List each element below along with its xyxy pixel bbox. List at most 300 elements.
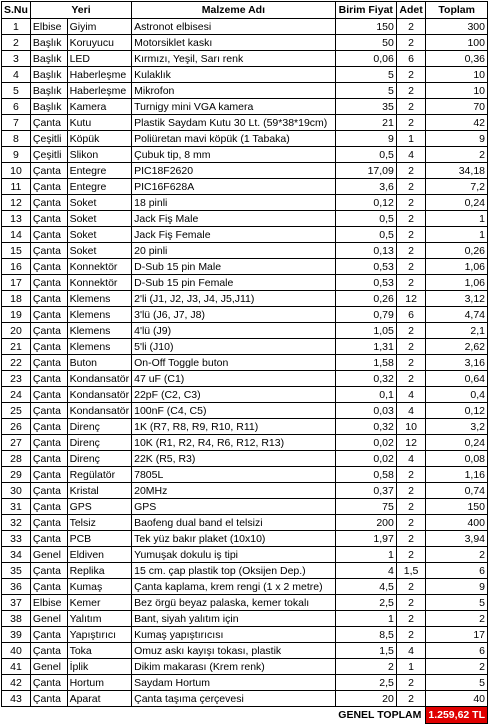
row-category: Giyim: [67, 19, 132, 35]
row-number: 17: [2, 275, 31, 291]
row-category: Replika: [67, 563, 132, 579]
row-total: 0,24: [426, 435, 488, 451]
row-location: Elbise: [30, 19, 67, 35]
row-category: Klemens: [67, 307, 132, 323]
row-unit-price: 0,5: [335, 227, 396, 243]
row-number: 4: [2, 67, 31, 83]
row-category: Klemens: [67, 339, 132, 355]
row-category: Hortum: [67, 675, 132, 691]
row-total: 2: [426, 147, 488, 163]
footer-row: [2, 707, 488, 724]
row-location: Başlık: [30, 99, 67, 115]
grand-total-value: 1.259,62 TL: [426, 707, 488, 724]
row-material: 22pF (C2, C3): [132, 387, 336, 403]
row-category: Eldiven: [67, 547, 132, 563]
table-row: [2, 563, 488, 579]
row-quantity: 2: [396, 691, 425, 707]
row-quantity: 2: [396, 83, 425, 99]
row-quantity: 2: [396, 323, 425, 339]
row-unit-price: 0,53: [335, 259, 396, 275]
table-row: [2, 499, 488, 515]
row-material: Jack Fiş Male: [132, 211, 336, 227]
row-unit-price: 2: [335, 659, 396, 675]
row-unit-price: 0,02: [335, 451, 396, 467]
row-location: Başlık: [30, 51, 67, 67]
row-total: 1,06: [426, 259, 488, 275]
row-location: Çanta: [30, 307, 67, 323]
table-row: [2, 115, 488, 131]
row-quantity: 2: [396, 19, 425, 35]
row-location: Başlık: [30, 67, 67, 83]
row-unit-price: 20: [335, 691, 396, 707]
row-unit-price: 0,79: [335, 307, 396, 323]
row-number: 11: [2, 179, 31, 195]
row-location: Çanta: [30, 115, 67, 131]
table-row: [2, 195, 488, 211]
table-row: [2, 531, 488, 547]
row-number: 39: [2, 627, 31, 643]
row-number: 24: [2, 387, 31, 403]
table-row: [2, 611, 488, 627]
row-total: 17: [426, 627, 488, 643]
row-total: 0,36: [426, 51, 488, 67]
row-material: PIC18F2620: [132, 163, 336, 179]
row-total: 150: [426, 499, 488, 515]
row-location: Çanta: [30, 291, 67, 307]
row-material: Dikim makarası (Krem renk): [132, 659, 336, 675]
table-row: [2, 643, 488, 659]
row-quantity: 2: [396, 179, 425, 195]
row-unit-price: 5: [335, 83, 396, 99]
row-material: 1K (R7, R8, R9, R10, R11): [132, 419, 336, 435]
row-total: 0,12: [426, 403, 488, 419]
table-row: [2, 323, 488, 339]
row-total: 10: [426, 67, 488, 83]
row-total: 3,16: [426, 355, 488, 371]
row-material: Çanta taşıma çerçevesi: [132, 691, 336, 707]
row-location: Çanta: [30, 579, 67, 595]
table-row: [2, 355, 488, 371]
row-number: 33: [2, 531, 31, 547]
row-total: 4,74: [426, 307, 488, 323]
row-category: Kondansatör: [67, 371, 132, 387]
row-category: Kondansatör: [67, 387, 132, 403]
row-total: 3,94: [426, 531, 488, 547]
row-location: Başlık: [30, 35, 67, 51]
table-row: [2, 387, 488, 403]
row-material: 4'lü (J9): [132, 323, 336, 339]
row-number: 13: [2, 211, 31, 227]
row-number: 22: [2, 355, 31, 371]
row-category: Köpük: [67, 131, 132, 147]
row-location: Genel: [30, 659, 67, 675]
row-material: D-Sub 15 pin Male: [132, 259, 336, 275]
table-row: [2, 435, 488, 451]
row-number: 2: [2, 35, 31, 51]
row-unit-price: 0,37: [335, 483, 396, 499]
table-row: [2, 83, 488, 99]
row-unit-price: 0,5: [335, 211, 396, 227]
row-unit-price: 0,26: [335, 291, 396, 307]
table-row: [2, 179, 488, 195]
row-location: Çanta: [30, 643, 67, 659]
row-category: Direnç: [67, 435, 132, 451]
table-row: [2, 35, 488, 51]
row-unit-price: 9: [335, 131, 396, 147]
row-unit-price: 1,31: [335, 339, 396, 355]
row-location: Çanta: [30, 483, 67, 499]
row-number: 15: [2, 243, 31, 259]
row-material: Poliüretan mavi köpük (1 Tabaka): [132, 131, 336, 147]
row-unit-price: 2,5: [335, 675, 396, 691]
row-location: Çeşitli: [30, 131, 67, 147]
row-material: Plastik Saydam Kutu 30 Lt. (59*38*19cm): [132, 115, 336, 131]
grand-total-label: GENEL TOPLAM: [338, 709, 422, 722]
row-total: 3,12: [426, 291, 488, 307]
row-material: 22K (R5, R3): [132, 451, 336, 467]
row-category: Haberleşme: [67, 67, 132, 83]
row-location: Çanta: [30, 403, 67, 419]
row-category: Konnektör: [67, 275, 132, 291]
row-location: Elbise: [30, 595, 67, 611]
row-unit-price: 75: [335, 499, 396, 515]
row-quantity: 2: [396, 499, 425, 515]
row-location: Başlık: [30, 83, 67, 99]
row-number: 37: [2, 595, 31, 611]
table-row: [2, 67, 488, 83]
row-material: 7805L: [132, 467, 336, 483]
row-number: 8: [2, 131, 31, 147]
row-total: 0,24: [426, 195, 488, 211]
row-unit-price: 200: [335, 515, 396, 531]
row-total: 0,08: [426, 451, 488, 467]
row-category: Soket: [67, 195, 132, 211]
row-total: 9: [426, 131, 488, 147]
table-row: [2, 339, 488, 355]
row-category: Klemens: [67, 323, 132, 339]
row-category: Kamera: [67, 99, 132, 115]
row-unit-price: 1,05: [335, 323, 396, 339]
row-number: 36: [2, 579, 31, 595]
row-number: 21: [2, 339, 31, 355]
row-material: Turnigy mini VGA kamera: [132, 99, 336, 115]
row-quantity: 4: [396, 403, 425, 419]
table-row: [2, 675, 488, 691]
row-category: Direnç: [67, 451, 132, 467]
row-unit-price: 1,58: [335, 355, 396, 371]
row-unit-price: 35: [335, 99, 396, 115]
row-unit-price: 5: [335, 67, 396, 83]
row-number: 31: [2, 499, 31, 515]
row-total: 2,62: [426, 339, 488, 355]
row-location: Çanta: [30, 339, 67, 355]
table-row: [2, 371, 488, 387]
row-category: İplik: [67, 659, 132, 675]
row-number: 3: [2, 51, 31, 67]
row-location: Çanta: [30, 259, 67, 275]
row-total: 0,26: [426, 243, 488, 259]
row-total: 5: [426, 675, 488, 691]
table-row: [2, 275, 488, 291]
row-material: Omuz askı kayışı tokası, plastik: [132, 643, 336, 659]
header-unit-price: Birim Fiyat: [335, 2, 396, 19]
row-number: 41: [2, 659, 31, 675]
table-row: [2, 419, 488, 435]
row-quantity: 2: [396, 115, 425, 131]
row-material: Mikrofon: [132, 83, 336, 99]
row-quantity: 2: [396, 227, 425, 243]
row-total: 0,64: [426, 371, 488, 387]
row-category: Soket: [67, 243, 132, 259]
row-quantity: 2: [396, 195, 425, 211]
row-material: 20 pinli: [132, 243, 336, 259]
row-total: 1,06: [426, 275, 488, 291]
table-row: [2, 243, 488, 259]
row-quantity: 2: [396, 627, 425, 643]
row-location: Çanta: [30, 627, 67, 643]
row-number: 43: [2, 691, 31, 707]
row-material: Çanta kaplama, krem rengi (1 x 2 metre): [132, 579, 336, 595]
row-material: 3'lü (J6, J7, J8): [132, 307, 336, 323]
row-total: 2,1: [426, 323, 488, 339]
row-unit-price: 8,5: [335, 627, 396, 643]
row-category: Direnç: [67, 419, 132, 435]
row-category: Buton: [67, 355, 132, 371]
row-quantity: 4: [396, 643, 425, 659]
row-total: 2: [426, 547, 488, 563]
row-number: 10: [2, 163, 31, 179]
row-location: Çanta: [30, 675, 67, 691]
row-location: Çanta: [30, 227, 67, 243]
header-quantity: Adet: [396, 2, 425, 19]
row-quantity: 6: [396, 307, 425, 323]
row-material: 10K (R1, R2, R4, R6, R12, R13): [132, 435, 336, 451]
row-quantity: 2: [396, 67, 425, 83]
table-row: [2, 147, 488, 163]
row-quantity: 4: [396, 387, 425, 403]
row-category: Kemer: [67, 595, 132, 611]
row-material: PIC16F628A: [132, 179, 336, 195]
row-category: Yapıştırıcı: [67, 627, 132, 643]
row-material: Bez örgü beyaz palaska, kemer tokalı: [132, 595, 336, 611]
row-unit-price: 4,5: [335, 579, 396, 595]
row-number: 19: [2, 307, 31, 323]
row-total: 34,18: [426, 163, 488, 179]
row-location: Çanta: [30, 451, 67, 467]
table-row: [2, 659, 488, 675]
row-quantity: 2: [396, 515, 425, 531]
row-unit-price: 1: [335, 547, 396, 563]
row-number: 32: [2, 515, 31, 531]
row-category: Telsiz: [67, 515, 132, 531]
table-row: [2, 19, 488, 35]
row-quantity: 10: [396, 419, 425, 435]
row-number: 9: [2, 147, 31, 163]
row-category: Kutu: [67, 115, 132, 131]
row-category: Slikon: [67, 147, 132, 163]
row-total: 9: [426, 579, 488, 595]
row-total: 6: [426, 563, 488, 579]
row-unit-price: 0,1: [335, 387, 396, 403]
table-row: [2, 483, 488, 499]
row-location: Çanta: [30, 435, 67, 451]
row-total: 1: [426, 227, 488, 243]
row-quantity: 2: [396, 483, 425, 499]
row-quantity: 2: [396, 275, 425, 291]
row-total: 70: [426, 99, 488, 115]
row-number: 30: [2, 483, 31, 499]
row-number: 23: [2, 371, 31, 387]
table-row: [2, 595, 488, 611]
row-quantity: 4: [396, 147, 425, 163]
row-material: 5'li (J10): [132, 339, 336, 355]
row-category: Entegre: [67, 163, 132, 179]
row-unit-price: 1,97: [335, 531, 396, 547]
row-category: PCB: [67, 531, 132, 547]
row-location: Genel: [30, 547, 67, 563]
row-quantity: 2: [396, 211, 425, 227]
row-unit-price: 21: [335, 115, 396, 131]
table-row: [2, 451, 488, 467]
row-number: 27: [2, 435, 31, 451]
row-category: Regülatör: [67, 467, 132, 483]
row-location: Çanta: [30, 163, 67, 179]
row-quantity: 2: [396, 355, 425, 371]
row-quantity: 2: [396, 467, 425, 483]
row-number: 16: [2, 259, 31, 275]
table-row: [2, 691, 488, 707]
header-sn: S.Nu: [2, 2, 31, 19]
row-quantity: 2: [396, 579, 425, 595]
row-material: 15 cm. çap plastik top (Oksijen Dep.): [132, 563, 336, 579]
row-unit-price: 0,53: [335, 275, 396, 291]
row-category: Konnektör: [67, 259, 132, 275]
row-location: Çanta: [30, 563, 67, 579]
row-location: Çanta: [30, 387, 67, 403]
row-category: Kondansatör: [67, 403, 132, 419]
row-number: 20: [2, 323, 31, 339]
row-material: Bant, siyah yalıtım için: [132, 611, 336, 627]
row-category: Kumaş: [67, 579, 132, 595]
row-unit-price: 0,32: [335, 419, 396, 435]
row-location: Çanta: [30, 419, 67, 435]
row-unit-price: 50: [335, 35, 396, 51]
row-location: Çanta: [30, 211, 67, 227]
row-material: Jack Fiş Female: [132, 227, 336, 243]
row-category: Klemens: [67, 291, 132, 307]
row-unit-price: 150: [335, 19, 396, 35]
row-material: Saydam Hortum: [132, 675, 336, 691]
row-location: Çanta: [30, 355, 67, 371]
row-material: Çubuk tip, 8 mm: [132, 147, 336, 163]
row-material: On-Off Toggle buton: [132, 355, 336, 371]
row-quantity: 2: [396, 611, 425, 627]
row-total: 7,2: [426, 179, 488, 195]
header-material-name: Malzeme Adı: [132, 2, 336, 19]
row-number: 6: [2, 99, 31, 115]
row-category: Toka: [67, 643, 132, 659]
row-material: 20MHz: [132, 483, 336, 499]
row-unit-price: 0,32: [335, 371, 396, 387]
row-unit-price: 0,02: [335, 435, 396, 451]
row-quantity: 2: [396, 243, 425, 259]
row-quantity: 4: [396, 451, 425, 467]
table-row: [2, 627, 488, 643]
row-material: 2'li (J1, J2, J3, J4, J5,J11): [132, 291, 336, 307]
row-material: Kırmızı, Yeşil, Sarı renk: [132, 51, 336, 67]
table-row: [2, 579, 488, 595]
row-total: 1,16: [426, 467, 488, 483]
table-row: [2, 307, 488, 323]
row-total: 0,4: [426, 387, 488, 403]
row-unit-price: 2,5: [335, 595, 396, 611]
row-total: 400: [426, 515, 488, 531]
row-number: 26: [2, 419, 31, 435]
row-number: 40: [2, 643, 31, 659]
row-quantity: 1,5: [396, 563, 425, 579]
row-location: Çeşitli: [30, 147, 67, 163]
row-category: Yalıtım: [67, 611, 132, 627]
row-number: 42: [2, 675, 31, 691]
row-location: Çanta: [30, 691, 67, 707]
row-quantity: 2: [396, 35, 425, 51]
row-quantity: 2: [396, 259, 425, 275]
table-row: [2, 51, 488, 67]
row-total: 10: [426, 83, 488, 99]
row-unit-price: 0,12: [335, 195, 396, 211]
materials-table: [1, 1, 488, 724]
row-material: 18 pinli: [132, 195, 336, 211]
row-category: Aparat: [67, 691, 132, 707]
row-number: 12: [2, 195, 31, 211]
header-row: [2, 2, 488, 19]
row-quantity: 2: [396, 163, 425, 179]
row-unit-price: 1,5: [335, 643, 396, 659]
row-number: 28: [2, 451, 31, 467]
row-material: GPS: [132, 499, 336, 515]
row-location: Çanta: [30, 243, 67, 259]
row-number: 1: [2, 19, 31, 35]
table-row: [2, 227, 488, 243]
row-total: 2: [426, 611, 488, 627]
row-material: Kulaklık: [132, 67, 336, 83]
table-row: [2, 403, 488, 419]
row-unit-price: 0,58: [335, 467, 396, 483]
table-body: [2, 19, 488, 707]
row-location: Çanta: [30, 499, 67, 515]
row-category: Kristal: [67, 483, 132, 499]
row-total: 40: [426, 691, 488, 707]
row-quantity: 12: [396, 435, 425, 451]
row-material: Astronot elbisesi: [132, 19, 336, 35]
row-unit-price: 0,03: [335, 403, 396, 419]
table-row: [2, 163, 488, 179]
row-unit-price: 1: [335, 611, 396, 627]
row-unit-price: 17,09: [335, 163, 396, 179]
row-quantity: 1: [396, 659, 425, 675]
row-category: Koruyucu: [67, 35, 132, 51]
row-material: Yumuşak dokulu iş tipi: [132, 547, 336, 563]
row-location: Çanta: [30, 275, 67, 291]
header-total: Toplam: [426, 2, 488, 19]
table-row: [2, 99, 488, 115]
row-category: Haberleşme: [67, 83, 132, 99]
row-location: Çanta: [30, 515, 67, 531]
row-unit-price: 0,5: [335, 147, 396, 163]
row-total: 42: [426, 115, 488, 131]
table-row: [2, 259, 488, 275]
row-number: 7: [2, 115, 31, 131]
